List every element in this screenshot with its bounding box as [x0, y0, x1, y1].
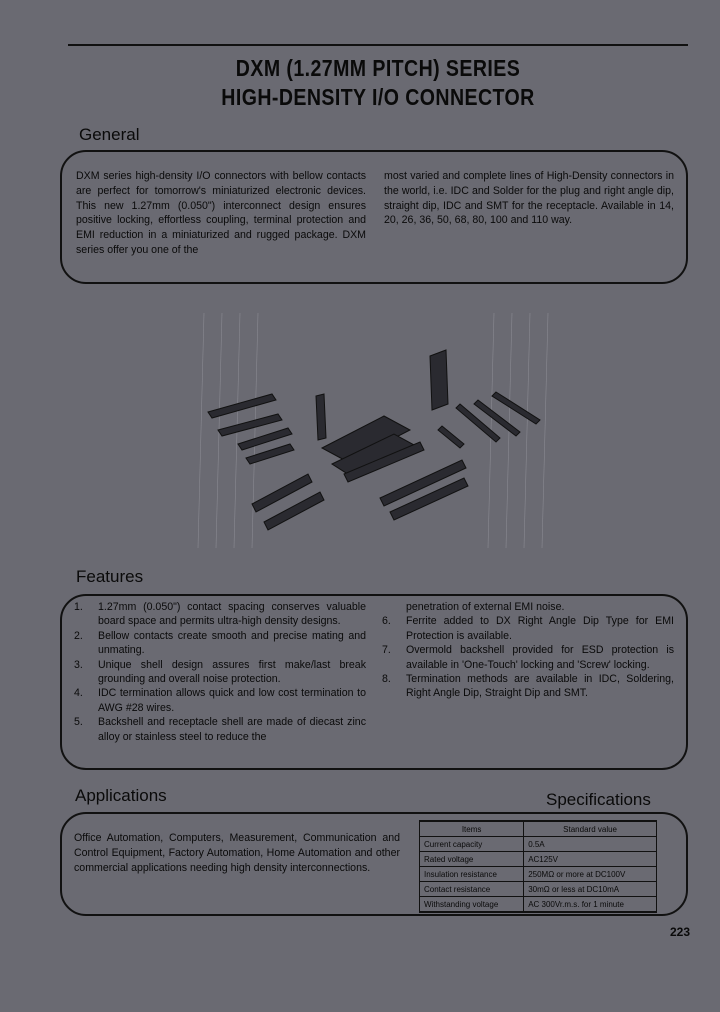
features-heading: Features	[76, 567, 144, 586]
feature-item: penetration of external EMI noise.	[406, 601, 565, 613]
title-line-1: DXM (1.27MM PITCH) SERIES	[235, 55, 521, 81]
spec-value: 0.5A	[524, 837, 657, 852]
general-text-col1: DXM series high-density I/O connectors with bellow contacts are perfect for tomorrow's miniaturized electronic devices. This new 1.27mm (0.050") interconnect design ensures positive locking, effortless coupling, terminal protection and EMI reduction in a miniaturized and rugged package. DXM series offer you one of the	[76, 170, 366, 256]
feature-item: 6. Ferrite added to DX Right Angle Dip Type for EMI Protection is available.	[382, 615, 674, 642]
spec-value: 30mΩ or less at DC10mA	[524, 882, 657, 897]
feature-item: 8. Termination methods are available in IDC, Soldering, Right Angle Dip, Straight Dip and SMT.	[382, 673, 674, 700]
feature-item: 2. Bellow contacts create smooth and precise mating and unmating.	[74, 629, 366, 657]
page-number: 223	[669, 925, 690, 939]
table-row	[420, 897, 657, 913]
general-text-col2: most varied and complete lines of High-Density connectors in the world, i.e. IDC and Solder for the plug and right angle dip, straight dip, IDC and SMT for the receptacle. Available in 14, 20, 26, 36, 50, 68, 80, 100 and 110 way.	[384, 170, 674, 227]
spec-item: Insulation resistance	[420, 867, 524, 882]
column-header-items: Items	[420, 821, 524, 837]
table-row	[420, 882, 657, 897]
connector-product-photo	[194, 308, 556, 556]
features-list-col2	[382, 600, 674, 701]
applications-text: Office Automation, Computers, Measurement, Communication and Control Equipment, Factory Automation, Home Automation and other commercial applications needing high density interconnections.	[74, 832, 400, 874]
general-heading: General	[79, 125, 140, 144]
spec-item: Withstanding voltage	[420, 897, 524, 913]
table-row	[420, 837, 657, 852]
specifications-table	[419, 820, 657, 913]
spec-item: Rated voltage	[420, 852, 524, 867]
title-line-2: HIGH-DENSITY I/O CONNECTOR	[221, 84, 535, 110]
spec-item: Current capacity	[420, 837, 524, 852]
feature-item: 1. 1.27mm (0.050") contact spacing conserves valuable board space and permits ultra-high density designs.	[74, 601, 366, 628]
applications-heading: Applications	[75, 786, 167, 805]
table-row	[420, 852, 657, 867]
spec-value: 250MΩ or more at DC100V	[524, 867, 657, 882]
feature-item: 4. IDC termination allows quick and low cost termination to AWG #28 wires.	[74, 687, 366, 714]
specifications-heading: Specifications	[546, 790, 651, 809]
spec-value: AC125V	[524, 852, 657, 867]
feature-item: 3. Unique shell design assures first make/last break grounding and overall noise protection.	[74, 658, 366, 686]
features-list-col1	[74, 600, 366, 744]
feature-item: 7. Overmold backshell provided for ESD protection is available in 'One-Touch' locking and 'Screw' locking.	[382, 644, 674, 671]
feature-item: 5. Backshell and receptacle shell are made of diecast zinc alloy or stainless steel to reduce the	[74, 716, 366, 743]
table-header-row	[420, 821, 657, 837]
top-rule	[68, 44, 688, 46]
spec-item: Contact resistance	[420, 882, 524, 897]
table-row	[420, 867, 657, 882]
column-header-standard-value: Standard value	[524, 821, 657, 837]
spec-value: AC 300Vr.m.s. for 1 minute	[524, 897, 657, 913]
